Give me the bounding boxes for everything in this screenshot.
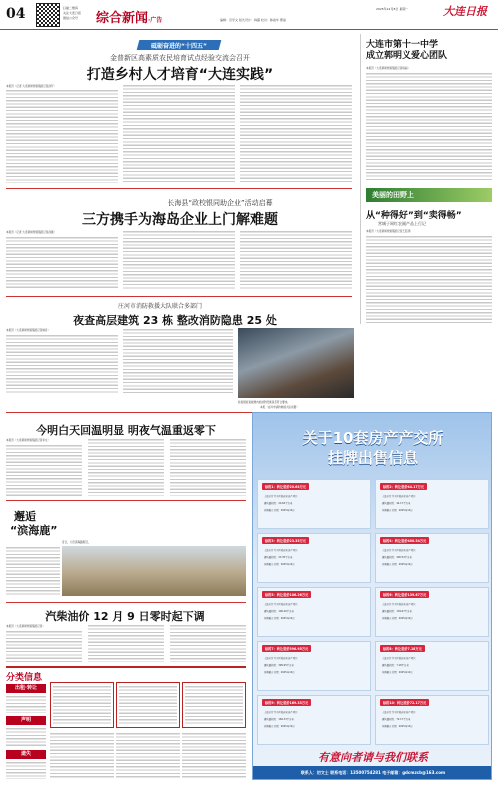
article2-kicker: 长海县“政校银同助企业”活动启幕 [167,199,273,207]
fire-inspection-photo [238,328,354,398]
ad-parcel-line: 大连市甘井子区某商业房产项目 [264,711,298,714]
classifieds-section [6,666,246,780]
divider [6,188,352,189]
qr-caption-2: 关注大连日报 [63,11,82,15]
article1-body-col1 [6,89,118,183]
section-title [96,7,162,26]
article4-body-col2 [88,438,164,496]
classifieds-listing-col3 [182,732,246,778]
article6-title: 汽柴油价 12 月 9 日零时起下调 [45,610,205,623]
ad-parcel-line: 大连市甘井子区某商业房产项目 [382,549,416,552]
article5-body [6,546,60,596]
divider [6,602,246,603]
article3-kicker: 庄河市消防救援大队联合多部门 [117,303,202,310]
ad-parcel-line: 大连市甘井子区某商业房产项目 [382,603,416,606]
ad-parcel-line: 大连市甘井子区某商业房产项目 [264,495,298,498]
classifieds-notice-body [6,727,46,747]
ad-title-line2: 挂牌出售信息 [327,449,418,467]
article5-title-line1: 邂逅 [14,510,36,523]
section-suffix: ·广告 [148,17,163,24]
article1-body-col2 [123,84,235,183]
ad-parcel-line: 挂牌截止日期：2025年12月 [264,725,295,728]
classifieds-title: 分类信息 [6,673,43,683]
article6-body-col3 [170,624,246,662]
ad-parcel-line: 大连市甘井子区某商业房产项目 [382,711,416,714]
feature-title: 从“种得好”到“卖得畅” [366,211,462,221]
ad-parcel-tag: 标的10：转让底价72.17万元 [380,699,429,706]
ad-title-line1: 关于10套房产产交所 [302,429,444,447]
classifieds-lost-body [6,761,46,779]
editor-line: 编辑：章学文 版式设计：韩露 校对：韩淑华 曹丽 [220,18,286,22]
article3-body-col2 [123,328,233,394]
ad-parcel-line: 挂牌截止日期：2025年12月 [382,671,413,674]
article3-body-col1 [6,334,118,394]
classifieds-listing-col1 [50,732,114,778]
qr-caption-1: 扫描二维码 [63,6,79,10]
ad-parcel-line: 建筑面积约：23.35平方米 [264,556,293,559]
article4-body-col3 [170,438,246,496]
feature-byline: 本报讯（大连新闻传媒集团记者王若清） [366,230,413,233]
ad-parcel-line: 建筑面积约：400.54平方米 [382,556,412,559]
article1-byline: 本报讯（记者 大连新闻传媒集团记者孙芳） [6,85,57,88]
ad-parcel-tag: 标的5：转让底价106.26万元 [262,591,311,598]
article5-byline: 近日，大连滨海路附近， [62,541,91,544]
qr-caption-3: 微信公众号 [63,16,79,20]
ad-parcel [375,587,489,637]
ad-contact: 联系人：初文士 联系电话：13500754281 电子邮箱：gdcmzcb@163.com [300,770,446,775]
section-name: 综合新闻 [96,11,149,26]
ad-parcel-line: 挂牌截止日期：2025年12月 [264,671,295,674]
classified-box-body [119,685,177,725]
feature-subtitle: 营城子网红农副产品上行记 [378,221,426,226]
divider [6,500,246,501]
ad-parcel-tag: 标的8：转让底价7.18万元 [380,645,425,652]
ad-parcel-tag: 标的6：转让底价139.67万元 [380,591,429,598]
classifieds-tag-notice: 声明 [6,716,46,725]
ad-parcel [257,479,371,529]
feature-body [366,235,492,325]
right-title-line2: 成立郭明义爱心团队 [366,51,448,61]
article6-body-col1 [6,630,82,662]
ad-parcel-line: 挂牌截止日期：2025年12月 [264,563,295,566]
qr-code-icon [36,3,60,27]
article2-body-col2 [123,230,235,290]
ad-parcel-grid [257,479,489,745]
article1-title: 打造乡村人才培育“大连实践” [86,67,274,83]
ad-parcel-line: 挂牌截止日期：2025年12月 [382,509,413,512]
ad-parcel [257,695,371,745]
ad-parcel-line: 建筑面积约：169.33平方米 [264,718,294,721]
ad-parcel [257,587,371,637]
ad-parcel-line: 挂牌截止日期：2025年12月 [264,509,295,512]
ad-parcel-tag: 标的9：转让底价169.33万元 [262,699,311,706]
ad-cta: 有意向者请与我们联系 [318,751,428,764]
ad-parcel-line: 建筑面积约：72.17平方米 [382,718,411,721]
classifieds-tag-rent: 出租·转让 [6,684,46,693]
classifieds-rent-body [6,695,46,713]
ad-parcel-line: 建筑面积约：139.67平方米 [382,610,412,613]
article3-byline: 本报讯（大连新闻传媒集团记者姚丹） [6,329,51,332]
rural-banner-text: 美丽的田野上 [372,191,414,199]
ad-parcel-line: 挂牌截止日期：2025年12月 [382,563,413,566]
ad-parcel [375,533,489,583]
ad-parcel-line: 挂牌截止日期：2025年12月 [264,617,295,620]
ad-parcel-line: 建筑面积约：44.17平方米 [382,502,411,505]
article2-byline: 本报讯（记者 大连新闻传媒集团记者孙强） [6,231,57,234]
property-ad [252,412,492,780]
article3-title: 夜查高层建筑 23 栋 整改消防隐患 25 处 [73,314,277,327]
ad-parcel-line: 挂牌截止日期：2025年12月 [382,617,413,620]
ad-parcel-tag: 标的7：转让底价396.95万元 [262,645,311,652]
divider [6,296,352,297]
article6-byline: 本报讯（大连新闻传媒集团记者） [6,625,45,628]
article1-body-col3 [240,84,352,183]
classifieds-listing-col2 [116,732,180,778]
right-article-title [366,40,492,62]
page-number: 04 [6,6,26,22]
classified-box-body [185,685,243,725]
ad-parcel [375,695,489,745]
ad-parcel [375,479,489,529]
article2-body-col1 [6,236,118,290]
article2-body-col3 [240,230,352,290]
ad-parcel-line: 大连市甘井子区某商业房产项目 [382,657,416,660]
article5-title-line2: “滨海鹿” [10,524,58,537]
ad-parcel-line: 挂牌截止日期：2025年12月 [382,725,413,728]
right-body [366,72,492,182]
right-title-line1: 大连市第十一中学 [366,40,439,50]
ad-parcel-tag: 标的4：转让底价400.54万元 [380,537,429,544]
series-banner-text: 砥砺奋进的“十四五” [151,43,207,50]
ad-parcel-line: 建筑面积约：396.95平方米 [264,664,294,667]
ad-parcel-line: 建筑面积约：106.26平方米 [264,610,294,613]
ad-parcel-line: 建筑面积约：20.64平方米 [264,502,293,505]
article1-kicker: 金普新区高素质农民培育试点经验交流会召开 [110,54,250,62]
ad-parcel [375,641,489,691]
photo-caption: 检查组检查楼道内的消防设施是否符合要求。 [238,401,290,404]
article4-title: 今明白天回温明显 明夜气温重返零下 [36,424,216,437]
classifieds-tag-lost: 遗失 [6,750,46,759]
article4-byline: 本报讯（大连新闻传媒集团记者李文） [6,439,51,442]
ad-parcel [257,641,371,691]
article4-body-col1 [6,444,82,496]
ad-parcel-line: 大连市甘井子区某商业房产项目 [264,549,298,552]
article6-body-col2 [88,624,164,662]
ad-parcel-tag: 标的1：转让底价20.64万元 [262,483,309,490]
ad-parcel [257,533,371,583]
ad-parcel-line: 建筑面积约：7.18平方米 [382,664,409,667]
ad-parcel-line: 大连市甘井子区某商业房产项目 [264,603,298,606]
right-byline: 本报讯（大连新闻传媒集团记者杨丽） [366,67,411,70]
ad-parcel-tag: 标的3：转让底价23.35万元 [262,537,309,544]
ad-parcel-line: 大连市甘井子区某商业房产项目 [264,657,298,660]
article2-title: 三方携手为海岛企业上门解难题 [82,212,278,228]
page-header [0,0,498,30]
classified-box-body [53,685,111,725]
masthead-logo: 大连日报 [443,5,487,18]
date-line: 2025年12月8日 星期一 [376,7,409,11]
ad-parcel-tag: 标的2：转让底价44.17万元 [380,483,427,490]
sika-deer-photo [62,546,246,596]
column-divider [360,34,361,324]
ad-parcel-line: 大连市甘井子区某商业房产项目 [382,495,416,498]
photo-credit: 本报（庄河市消防救援大队供图） [260,406,299,409]
